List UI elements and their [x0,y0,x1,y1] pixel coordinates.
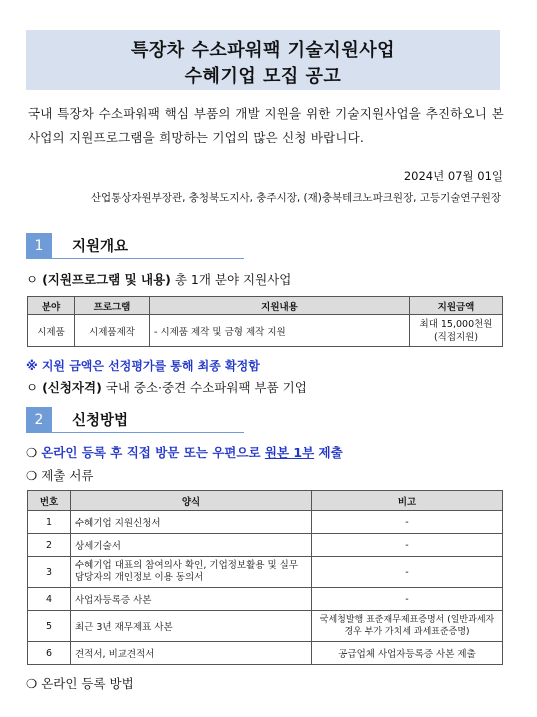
section-2-label: 신청방법 [72,413,129,429]
apply-bullet [26,443,343,461]
documents-table [27,490,503,665]
table-header-row [28,297,503,315]
apply-text-a: 온라인 등록 후 직접 방문 또는 우편으로 [41,445,265,460]
program-bold: (지원프로그램 및 내용) [42,272,171,287]
cell-note: - [312,534,503,557]
th-field: 분야 [28,297,75,315]
apply-text-b: 제출 [314,445,343,460]
table-row [28,611,503,642]
announcement-date: 2024년 07월 01일 [403,169,503,183]
bullet-mark: ❍ [26,468,38,483]
section-2-number: 2 [26,407,52,433]
amount-note: (직접지원) [433,331,479,343]
cell-note: 국세청발행 표준재무제표증명서 (일반과세자 경우 부가 가치세 과세표준증명) [312,611,503,642]
cell-amount [410,315,503,347]
th-content: 지원내용 [150,297,410,315]
th-amount: 지원금액 [410,297,503,315]
table-row [28,642,503,665]
bullet-mark: ❍ [26,676,38,691]
bullet-mark: ㅇ [26,380,39,395]
cell-program: 시제품제작 [75,315,150,347]
table-row [28,534,503,557]
cell-form: 수혜기업 지원신청서 [71,511,312,534]
online-label: 온라인 등록 방법 [41,676,134,691]
documents-label: 제출 서류 [41,468,94,483]
qualification-bold: (신청자격) [42,380,102,395]
table-row [28,315,503,347]
cell-form: 견적서, 비교견적서 [71,642,312,665]
cell-no: 2 [28,534,71,557]
cell-note: - [312,557,503,588]
amount-value: 최대 15,000천원 [419,318,493,330]
cell-form: 상세기술서 [71,534,312,557]
cell-content: - 시제품 제작 및 금형 제작 지원 [150,315,410,347]
section-1-label: 지원개요 [72,239,129,255]
cell-no: 1 [28,511,71,534]
cell-note: - [312,588,503,611]
title-banner [26,30,500,90]
qualification-bullet [26,378,307,396]
th-program: 프로그램 [75,297,150,315]
cell-field: 시제품 [28,315,75,347]
intro-paragraph: 국내 특장차 수소파워팩 핵심 부품의 개발 지원을 위한 기술지원사업을 추진하오니 본 사업의 지원프로그램을 희망하는 기업의 많은 신청 바랍니다. [28,106,504,145]
table-row [28,588,503,611]
title-line-2: 수혜기업 모집 공고 [184,66,342,87]
bullet-mark: ❍ [26,445,38,460]
cell-form: 최근 3년 재무제표 사본 [71,611,312,642]
cell-no: 3 [28,557,71,588]
th-number: 번호 [28,491,71,511]
th-form: 양식 [71,491,312,511]
title-line-1: 특장차 수소파워팩 기술지원사업 [131,40,395,61]
cell-note: - [312,511,503,534]
cell-note: 공급업체 사업자등록증 사본 제출 [312,642,503,665]
section-1-underline [52,258,244,259]
section-1-header [26,233,244,259]
table-row [28,511,503,534]
section-2-header [26,407,244,433]
cell-no: 4 [28,588,71,611]
cell-form: 사업자등록증 사본 [71,588,312,611]
documents-bullet [26,466,93,484]
bullet-mark: ㅇ [26,272,39,287]
table-row [28,557,503,588]
issuers-line: 산업통상자원부장관, 충청북도지사, 충주시장, (재)충북테크노파크원장, 고등기술연구원장 [90,192,501,204]
section-1-number: 1 [26,233,52,259]
section-2-underline [52,432,244,433]
th-remark: 비고 [312,491,503,511]
cell-form: 수혜기업 대표의 참여의사 확인, 기업정보활용 및 실무담당자의 개인정보 이용 동의서 [71,557,312,588]
table-header-row [28,491,503,511]
program-bullet [26,270,291,288]
support-table [27,296,503,347]
online-bullet [26,674,134,692]
amount-note-line: ※ 지원 금액은 선정평가를 통해 최종 확정함 [26,359,260,373]
qualification-rest: 국내 중소·중견 수소파워팩 부품 기업 [101,380,307,395]
apply-text-underlined: 원본 1부 [264,445,315,460]
cell-no: 5 [28,611,71,642]
cell-no: 6 [28,642,71,665]
program-rest: 총 1개 분야 지원사업 [170,272,292,287]
